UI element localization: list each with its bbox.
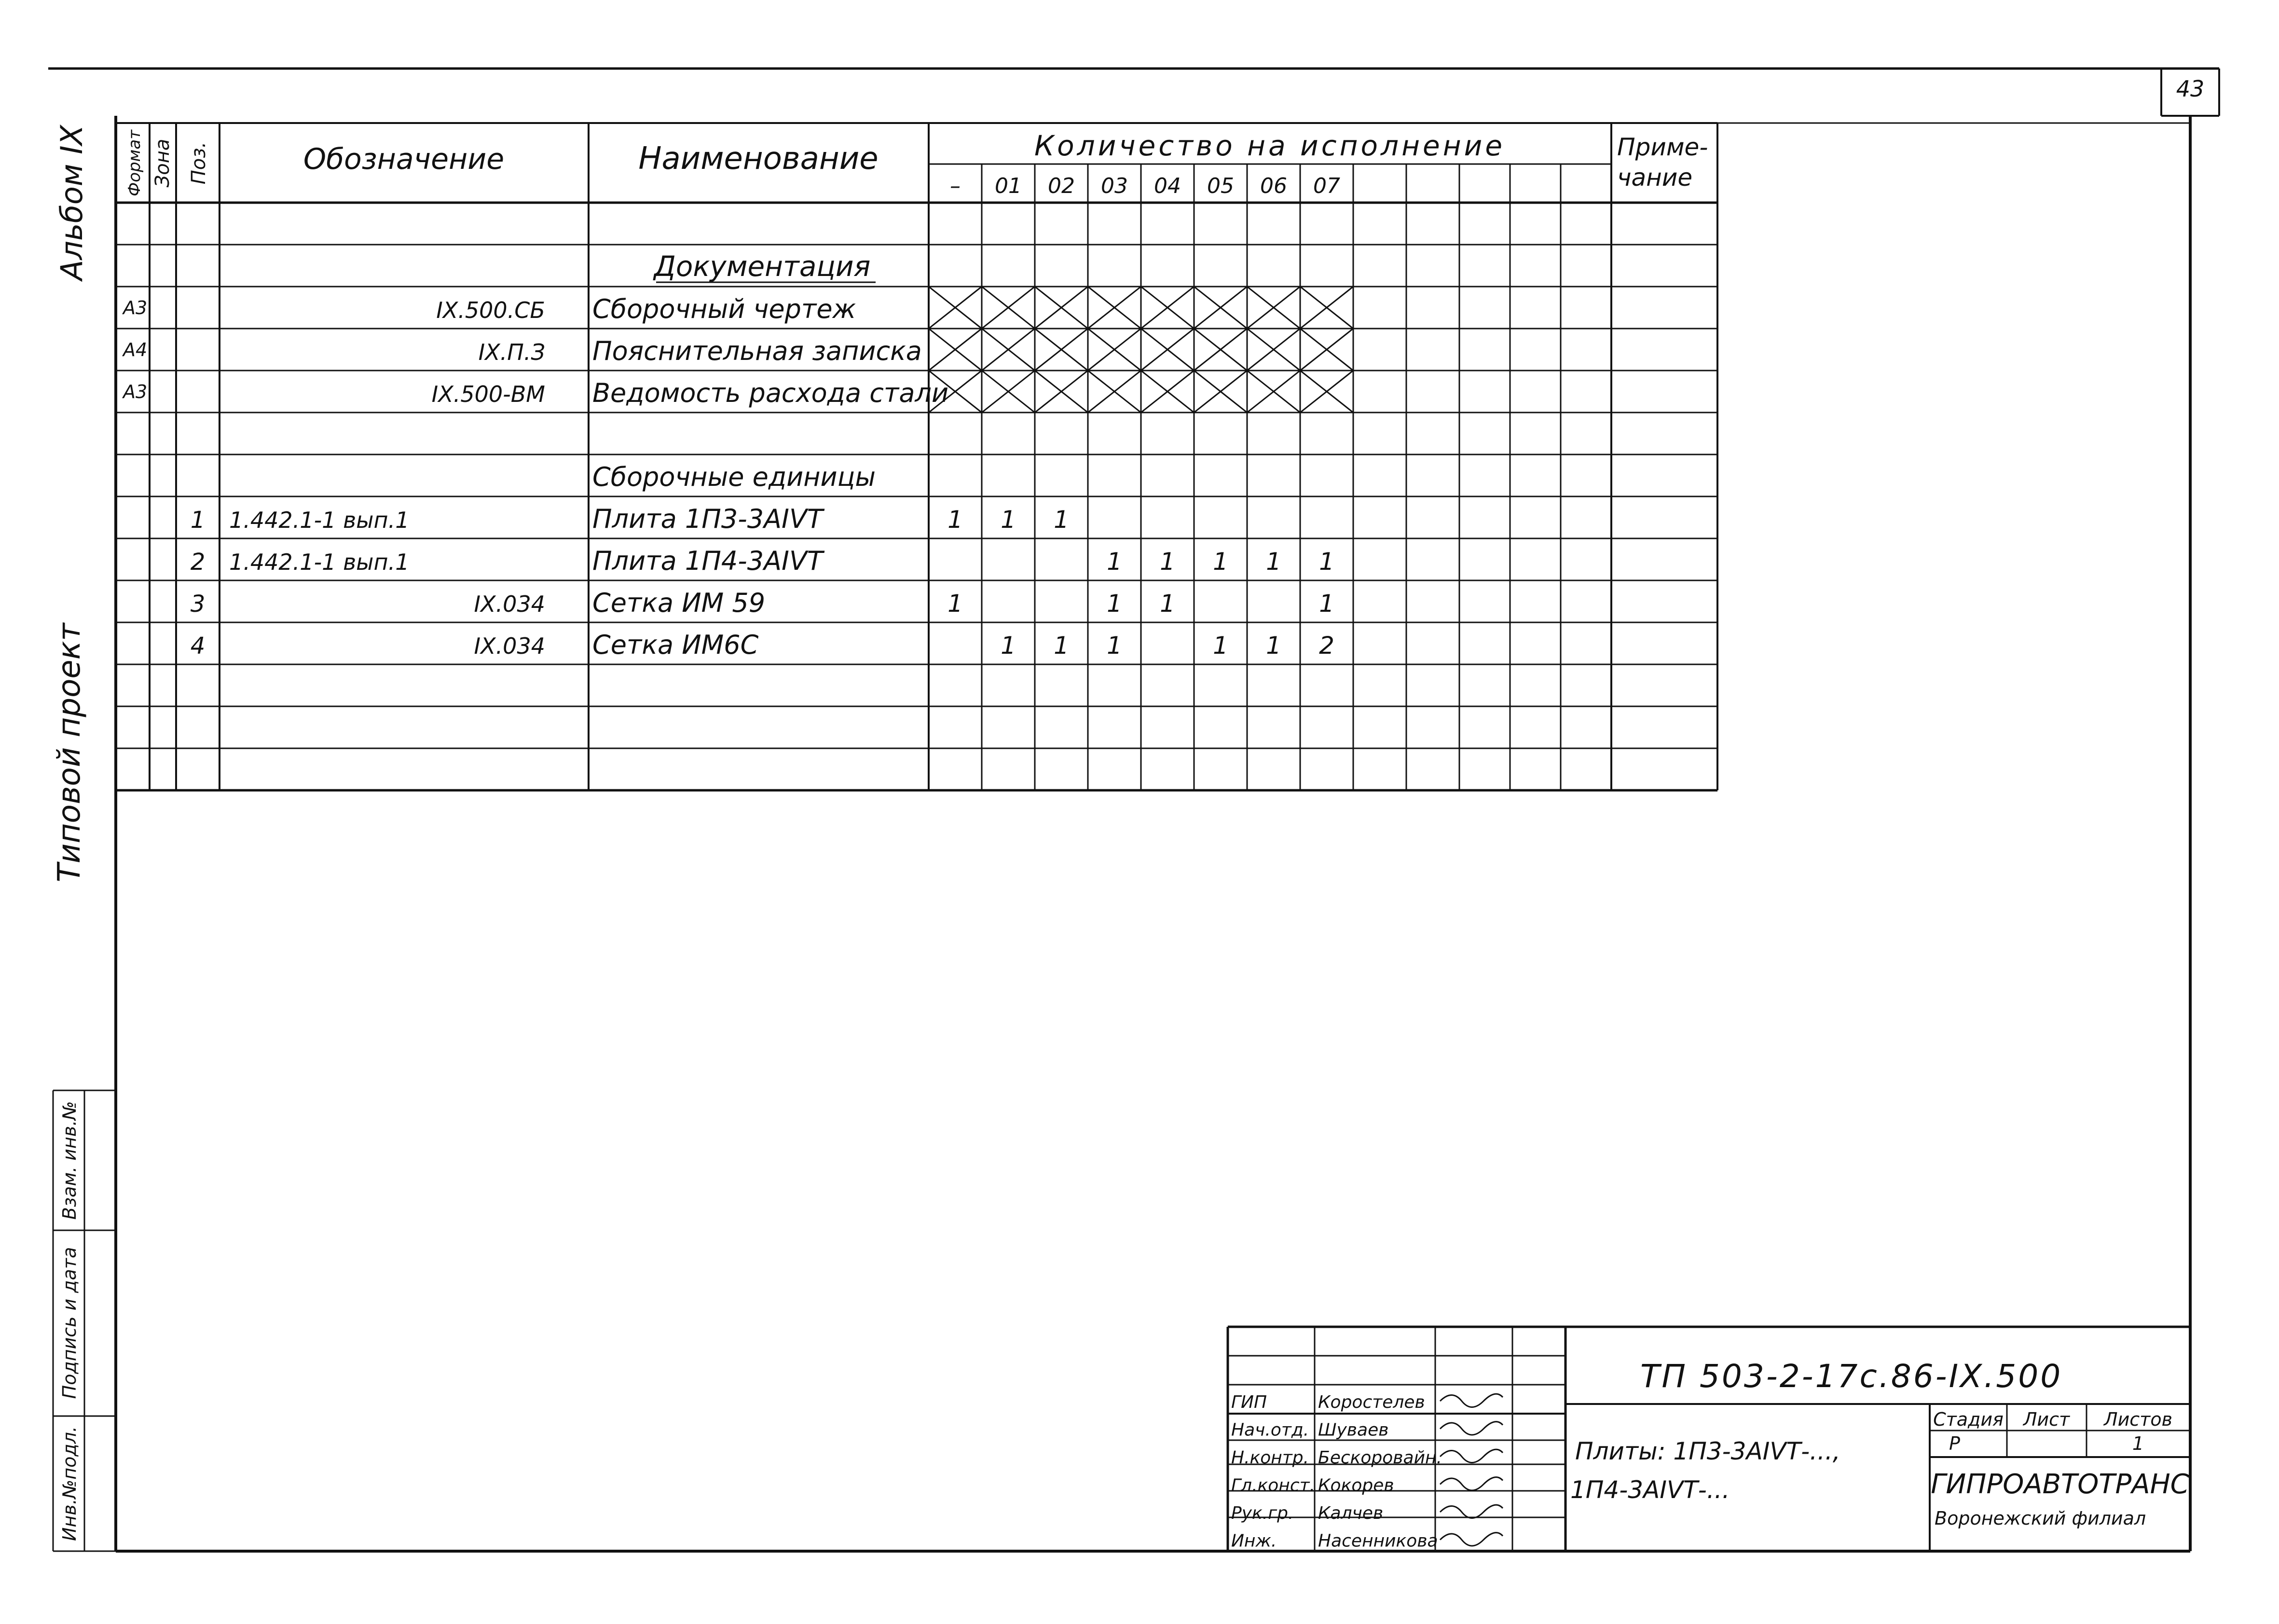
row-name: Плита 1П3-3АIVТ xyxy=(592,504,823,534)
row-section-name: Документация xyxy=(654,250,871,283)
staff-name: Бескоровайн. xyxy=(1318,1448,1442,1468)
row-designation: 1.442.1-1 вып.1 xyxy=(229,549,410,575)
row-format: А4 xyxy=(123,339,148,360)
header-zone: Зона xyxy=(151,138,174,188)
specification-table xyxy=(116,123,1717,790)
row-position: 4 xyxy=(190,633,206,660)
staff-name: Насенникова xyxy=(1318,1531,1438,1551)
staff-role: Гл.конст. xyxy=(1231,1475,1316,1496)
row-quantity: 1 xyxy=(1266,548,1281,576)
row-quantity: 1 xyxy=(1107,548,1122,576)
row-quantity: 1 xyxy=(947,590,963,618)
signature-scribble xyxy=(1440,1449,1503,1462)
variant-column-label: 02 xyxy=(1048,174,1075,198)
row-designation: IX.500.СБ xyxy=(436,297,545,323)
row-quantity: 1 xyxy=(1213,632,1228,660)
staff-role: ГИП xyxy=(1231,1392,1267,1412)
album-label: Альбом IX xyxy=(54,125,89,280)
staff-name: Калчев xyxy=(1318,1503,1384,1523)
row-designation: IX.034 xyxy=(474,633,545,659)
variant-column-label: 03 xyxy=(1101,174,1128,198)
row-name: Сетка ИМ6С xyxy=(592,630,759,660)
row-quantity: 1 xyxy=(1160,590,1175,618)
row-format: А3 xyxy=(123,381,148,402)
signature-scribble xyxy=(1440,1533,1503,1546)
stamp-original-inv: Инв.№подл. xyxy=(59,1426,80,1541)
signature-scribble xyxy=(1440,1422,1503,1435)
sheets-count-value: 1 xyxy=(2132,1433,2144,1454)
signature-scribble xyxy=(1440,1477,1503,1490)
row-name: Сборочный чертеж xyxy=(592,294,856,324)
row-format: А3 xyxy=(123,297,148,318)
staff-role: Рук.гр. xyxy=(1231,1503,1294,1523)
row-quantity: 1 xyxy=(1054,632,1069,660)
row-position: 2 xyxy=(190,549,206,576)
header-pos: Поз. xyxy=(188,141,210,185)
row-name: Плита 1П4-3АIVТ xyxy=(592,546,823,576)
sheet-number: 43 xyxy=(2176,76,2205,102)
row-quantity: 1 xyxy=(1319,590,1334,618)
staff-name: Шуваев xyxy=(1318,1420,1389,1440)
row-quantity: 2 xyxy=(1319,632,1334,660)
header-note: Приме- xyxy=(1617,133,1708,161)
organization-name: ГИПРОАВТОТРАНС xyxy=(1931,1469,2189,1500)
stage-label: Стадия xyxy=(1933,1409,2004,1430)
row-name: Сетка ИМ 59 xyxy=(592,588,766,618)
header-designation: Обозначение xyxy=(303,142,505,176)
row-position: 1 xyxy=(190,507,206,534)
row-quantity: 1 xyxy=(1319,548,1334,576)
staff-role: Инж. xyxy=(1231,1531,1277,1551)
variant-column-label: 04 xyxy=(1154,174,1181,198)
signature-scribble xyxy=(1440,1394,1503,1407)
row-designation: IX.П.З xyxy=(478,339,545,365)
staff-name: Коростелев xyxy=(1318,1392,1425,1412)
row-designation: IX.500-ВМ xyxy=(431,381,545,407)
header-note: чание xyxy=(1617,164,1693,192)
variant-column-label: 06 xyxy=(1260,174,1287,198)
signature-scribble xyxy=(1440,1505,1503,1518)
sheets-label: Листов xyxy=(2104,1409,2172,1430)
left-margin-stamp xyxy=(52,124,116,1551)
sheet-frame xyxy=(48,69,2219,1551)
sheet-label: Лист xyxy=(2023,1409,2070,1430)
staff-role: Н.контр. xyxy=(1231,1448,1309,1468)
title-block xyxy=(1228,1327,2190,1551)
header-quantity: Количество на исполнение xyxy=(1034,129,1506,162)
row-name: Сборочные единицы xyxy=(592,462,876,492)
organization-branch: Воронежский филиал xyxy=(1935,1508,2146,1529)
row-quantity: 1 xyxy=(1001,632,1016,660)
row-quantity: 1 xyxy=(1107,590,1122,618)
row-quantity: 1 xyxy=(1266,632,1281,660)
row-name: Ведомость расхода стали xyxy=(592,378,949,408)
drawing-title-line: 1П4-3АIVТ-... xyxy=(1570,1476,1730,1504)
stamp-signature-date: Подпись и дата xyxy=(59,1247,80,1399)
drawing-title-line: Плиты: 1П3-3АIVТ-..., xyxy=(1575,1437,1840,1465)
header-name: Наименование xyxy=(638,141,879,177)
header-format: Формат xyxy=(125,130,144,196)
variant-column-label: 01 xyxy=(995,174,1022,198)
row-designation: IX.034 xyxy=(474,591,545,617)
staff-name: Кокорев xyxy=(1318,1475,1394,1496)
row-quantity: 1 xyxy=(1001,506,1016,534)
row-quantity: 1 xyxy=(1213,548,1228,576)
staff-role: Нач.отд. xyxy=(1231,1420,1309,1440)
stage-value: Р xyxy=(1949,1433,1960,1454)
row-quantity: 1 xyxy=(947,506,963,534)
row-quantity: 1 xyxy=(1054,506,1069,534)
row-name: Пояснительная записка xyxy=(592,336,922,366)
variant-column-label: 05 xyxy=(1207,174,1234,198)
stamp-replaced-inv: Взам. инв.№ xyxy=(59,1101,80,1220)
row-position: 3 xyxy=(190,591,206,618)
variant-column-label: 07 xyxy=(1313,174,1340,198)
variant-column-label: – xyxy=(950,174,961,198)
row-quantity: 1 xyxy=(1107,632,1122,660)
row-quantity: 1 xyxy=(1160,548,1175,576)
typical-project-label: Типовой проект xyxy=(52,623,87,882)
project-code: ТП 503-2-17с.86-IX.500 xyxy=(1640,1358,2063,1395)
row-designation: 1.442.1-1 вып.1 xyxy=(229,507,410,533)
